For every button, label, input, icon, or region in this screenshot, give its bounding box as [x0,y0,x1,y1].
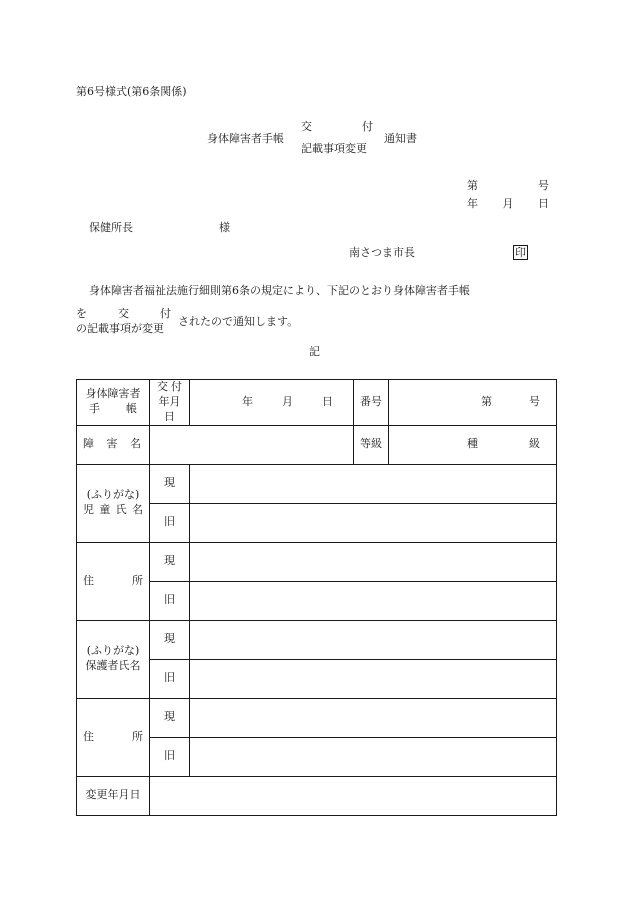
disability-char-2: 害 [106,437,118,451]
title-issue-char-2: 付 [362,120,373,133]
guardian-label: 保護者氏名 [85,659,141,673]
address1-label [83,574,143,589]
child-former-label: 旧 [150,503,190,542]
child-label [83,503,143,518]
doc-number-right: 号 [538,179,549,192]
number-dai: 第 [481,394,492,408]
cell-disability-label [77,425,150,464]
addressee-honorific: 様 [219,221,230,234]
body-wo: を [76,307,87,320]
cell-change-date-label: 変更年月日 [77,776,150,815]
address1-char-1: 住 [83,573,94,587]
cell-disability-value[interactable] [150,425,354,464]
notice-table [76,379,557,816]
cell-grade-label: 等級 [354,425,389,464]
grade-shu: 種 [467,437,478,451]
child-current-value[interactable] [190,464,557,503]
cell-child-label [77,464,150,542]
address1-former-value[interactable] [190,581,557,620]
cell-number-value[interactable] [389,380,557,426]
doc-number [467,180,549,191]
issue-label-line1 [155,380,184,395]
doc-number-left: 第 [467,179,478,192]
handbook-label-line2 [83,402,143,417]
title-suffix: 通知書 [384,132,417,145]
guardian-current-label: 現 [150,620,190,659]
cell-address1-label [77,542,150,620]
child-kana: (ふりがな) [86,488,140,502]
ki-heading: 記 [309,345,320,358]
handbook-label-line1: 身体障害者 [85,387,141,401]
issue-char-kou: 交 [157,380,168,393]
doc-date [467,198,549,209]
issue-char-fu: 付 [171,380,182,393]
disability-char-1: 障 [83,437,94,451]
doc-date-day: 日 [538,197,549,210]
title-issue-char-1: 交 [301,120,312,133]
address2-current-label: 現 [150,698,190,737]
address2-current-value[interactable] [190,698,557,737]
title-prefix: 身体障害者手帳 [207,132,284,145]
child-char-1: 児 [83,503,94,517]
body-option-issue [118,308,171,319]
address2-former-label: 旧 [150,737,190,776]
guardian-current-value[interactable] [190,620,557,659]
addressee-office: 保健所長 [89,221,133,234]
guardian-kana: (ふりがな) [86,644,140,658]
doc-date-year: 年 [467,197,478,210]
grade-kyuu: 級 [529,437,540,451]
issue-date-year: 年 [242,394,253,408]
number-value [481,395,540,410]
body-option-change: の記載事項が変更 [76,322,164,335]
title-option-issue [301,121,373,132]
issue-date-day: 日 [322,394,333,408]
cell-guardian-label [77,620,150,698]
guardian-former-label: 旧 [150,659,190,698]
child-char-2: 童 [99,503,111,517]
body-issue-char-1: 交 [118,307,129,320]
issue-date-value [242,395,333,410]
number-gou: 号 [529,394,540,408]
cell-grade-value[interactable] [389,425,557,464]
address2-char-1: 住 [83,729,94,743]
issue-label-line2: 年月日 [158,394,181,423]
title-option-change: 記載事項変更 [301,142,367,155]
sender-name: 南さつま市長 [349,246,415,259]
child-current-label: 現 [150,464,190,503]
body-line-1: 身体障害者福祉法施行細則第6条の規定により、下記のとおり身体障害者手帳 [89,284,470,297]
cell-handbook-label [77,380,150,426]
address1-char-2: 所 [132,573,143,587]
child-former-value[interactable] [190,503,557,542]
guardian-former-value[interactable] [190,659,557,698]
child-char-4: 名 [131,503,143,517]
body-issue-char-2: 付 [160,307,171,320]
cell-number-label: 番号 [354,380,389,426]
handbook-char-chou: 帳 [126,402,137,416]
disability-label [83,437,141,452]
address1-current-label: 現 [150,542,190,581]
grade-value [467,437,540,452]
cell-change-date-value[interactable] [150,776,557,815]
cell-issue-date-value[interactable] [190,380,354,426]
address2-former-value[interactable] [190,737,557,776]
address1-former-label: 旧 [150,581,190,620]
disability-char-3: 名 [130,437,141,451]
handbook-char-te: 手 [89,402,100,416]
address2-char-2: 所 [132,729,143,743]
address1-current-value[interactable] [190,542,557,581]
form-number: 第6号様式(第6条関係) [76,85,187,98]
body-line-2-tail: されたので通知します。 [178,315,299,328]
address2-label [83,730,143,745]
issue-date-month: 月 [282,394,293,408]
child-char-3: 氏 [115,503,127,517]
cell-issue-date-label [150,380,190,426]
doc-date-month: 月 [502,197,514,210]
seal-stamp: 印 [515,246,526,259]
cell-address2-label [77,698,150,776]
